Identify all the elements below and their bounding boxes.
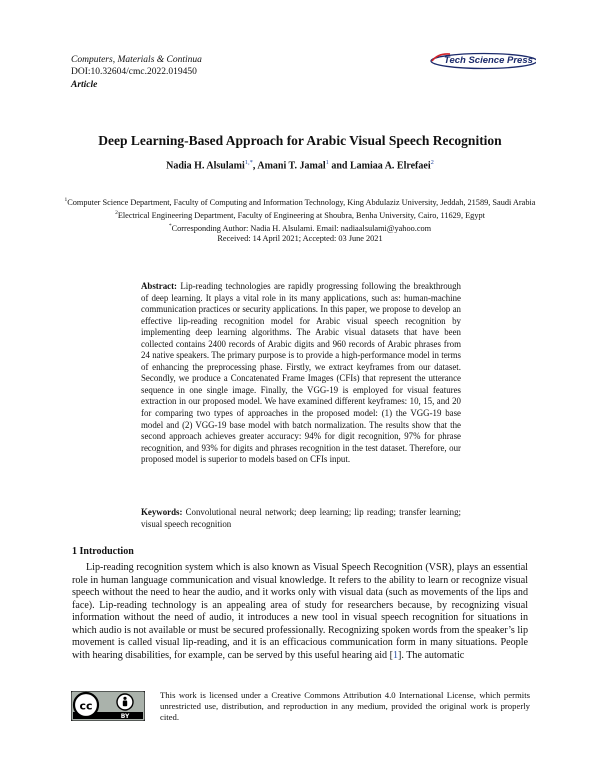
license-text: This work is licensed under a Creative Commons Attribution 4.0 International License, which permits unrestricted use, distribution, and reproduction in any medium, provided the original work is properly cited. — [160, 690, 530, 722]
svg-text:cc: cc — [79, 699, 93, 713]
introduction-text: Lip-reading recognition system which is also known as Visual Speech Recognition (VSR), plays an essential role in human language communication and visual knowledge. It refers to the ability to learn or recognize visual speech without the need to hear the audio, and it works only with visual data (such as movements of the lips and face). Lip-reading technology is an appealing area of study for researchers because, by recognizing visual information without the need of audio, it introduces a new tool in visual speech recognition for situations in which audio is not available or must be secured professionally. Recognizing spoken words from the speaker’s lip movement is called visual lip-reading, and it is an efficacious communication form in many situations. People with hearing disabilities, for example, can be served by this useful hearing aid [1]. The automatic — [72, 562, 528, 661]
keywords — [141, 507, 461, 530]
author-name: Lamiaa A. Elrefaei — [349, 160, 431, 172]
received-accepted-dates: Received: 14 April 2021; Accepted: 03 June 2021 — [217, 234, 383, 244]
author-affiliation-mark[interactable]: 1,* — [244, 159, 253, 166]
cc-by-license-badge[interactable] — [71, 691, 145, 721]
doi[interactable]: DOI:10.32604/cmc.2022.019450 — [71, 67, 197, 77]
abstract — [141, 281, 461, 466]
affiliation-2: $^2$Electrical Engineering Department, Faculty of Engineering at Shoubra, Benha University, Cairo, 11629, Egypt — [115, 209, 485, 220]
author-affiliation-mark[interactable]: 2 — [430, 159, 434, 166]
keywords-label: Keywords: — [141, 507, 183, 517]
svg-text:BY: BY — [120, 713, 130, 720]
affiliation-1: $^1$Computer Science Department, Faculty of Computing and Information Technology, King Abdulaziz University, Jeddah, 21589, Saudi Arabia — [64, 197, 536, 207]
abstract-text: Lip-reading technologies are rapidly progressing following the breakthrough of deep learning. It plays a vital role in its many applications, such as: human-machine communication practices or security applications. In this paper, we propose to develop an effective lip-reading recognition model for Arabic visual speech recognition by implementing deep learning algorithms. The Arabic visual datasets that have been collected contains 2400 records of Arabic digits and 960 records of Arabic phrases from 24 native speakers. The primary purpose is to provide a high-performance model in terms of enhancing the preprocessing phase. Firstly, we extract keyframes from our dataset. Secondly, we produce a Concatenated Frame Images (CFIs) that represent the utterance sequence in one single image. Finally, the VGG-19 is employed for visual features extraction in our proposed model. We have examined different keyframes: 10, 15, and 20 for comparing two types of approaches in the proposed model: (1) the VGG-19 base model and (2) VGG-19 base model with batch normalization. The results show that the second approach achieves greater accuracy: 94% for digit recognition, 97% for phrase recognition, and 93% for digits and phrases recognition in the test dataset. Therefore, our proposed model is superior to models based on CFIs input. — [141, 281, 461, 465]
author-name: Amani T. Jamal — [257, 160, 326, 172]
author-affiliation-mark[interactable]: 1 — [325, 159, 329, 166]
paper-title: Deep Learning-Based Approach for Arabic Visual Speech Recognition — [98, 133, 502, 148]
abstract-label: Abstract: — [141, 281, 177, 291]
section-heading: 1 Introduction — [72, 546, 134, 557]
citation-link[interactable]: 1 — [392, 649, 398, 661]
affiliations — [60, 195, 540, 244]
corresponding-author: *Corresponding Author: Nadia H. Alsulami. Email: nadiaalsulami@yahoo.com — [168, 222, 432, 233]
article-type: Article — [71, 80, 98, 90]
author-list: Nadia H. Alsulami$^{1,*}$, Amani T. Jamal$^1$ and Lamiaa A. Elrefaei$^2$ — [166, 159, 434, 172]
keywords-text: Convolutional neural network; deep learning; lip reading; transfer learning; visual speech recognition — [141, 507, 461, 529]
publisher-logo — [428, 52, 536, 70]
publisher-name: Tech Science Press — [444, 55, 533, 66]
journal-name: Computers, Materials & Continua — [71, 55, 202, 65]
author-name: Nadia H. Alsulami — [166, 160, 245, 172]
